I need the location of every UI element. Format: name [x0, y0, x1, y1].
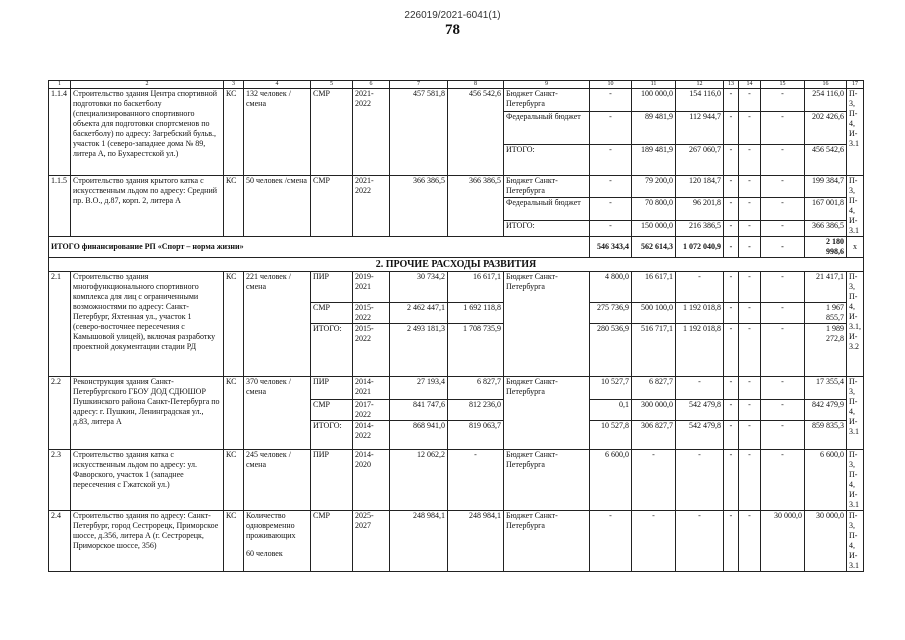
total-amount: 562 614,3 [632, 237, 676, 258]
period: 2025-2027 [353, 511, 390, 572]
amount-cell: - [739, 400, 761, 421]
amount-total: 456 542,6 [805, 145, 847, 176]
amount-cell: 6 827,7 [632, 377, 676, 400]
period: 2021-2022 [353, 89, 390, 176]
row-number: 2.2 [49, 377, 71, 450]
total-row [49, 237, 864, 258]
amount-cell: - [761, 112, 805, 145]
estimated-cost: 2 462 447,1 [390, 303, 448, 324]
amount-cell: 10 527,8 [590, 421, 632, 450]
remaining-cost: 366 386,5 [448, 176, 504, 237]
remaining-cost: 1 708 735,9 [448, 324, 504, 377]
amount-cell: - [739, 450, 761, 511]
funding-source: ИТОГО: [504, 220, 590, 236]
object-capacity: 370 человек /смена [244, 377, 311, 450]
object-type: КС [224, 89, 244, 176]
amount-cell: 154 116,0 [676, 89, 724, 112]
work-stage: СМР [311, 89, 353, 176]
amount-cell: - [739, 89, 761, 112]
column-number-row [49, 81, 864, 89]
remaining-cost: 248 984,1 [448, 511, 504, 572]
column-number: 5 [311, 81, 353, 89]
work-stage: ИТОГО: [311, 324, 353, 377]
capacity-label: Количество одновременно проживающих [246, 511, 296, 540]
total-label: ИТОГО финансирование РП «Спорт – норма жизни» [49, 237, 590, 258]
amount-cell: 79 200,0 [632, 176, 676, 198]
amount-cell: 0,1 [590, 400, 632, 421]
amount-total: 30 000,0 [805, 511, 847, 572]
amount-cell: - [724, 198, 739, 220]
work-stage: СМР [311, 176, 353, 237]
row-number: 1.1.5 [49, 176, 71, 237]
amount-cell: - [739, 198, 761, 220]
amount-cell: - [761, 220, 805, 236]
funding-source: Федеральный бюджет [504, 112, 590, 145]
funding-source: ИТОГО: [504, 145, 590, 176]
amount-total: 1 967 855,7 [805, 303, 847, 324]
period: 2015-2022 [353, 303, 390, 324]
estimated-cost: 841 747,6 [390, 400, 448, 421]
work-stage: ПИР [311, 377, 353, 400]
amount-cell: - [739, 377, 761, 400]
amount-cell: 542 479,8 [676, 421, 724, 450]
amount-cell: 216 386,5 [676, 220, 724, 236]
amount-cell: - [632, 450, 676, 511]
indicator-codes: П-3, П-4, И-3.1 [847, 377, 864, 450]
amount-cell: - [739, 272, 761, 303]
amount-cell: - [761, 303, 805, 324]
total-amount: - [724, 237, 739, 258]
table-row [49, 450, 864, 511]
amount-cell: - [761, 450, 805, 511]
amount-total: 1 989 272,8 [805, 324, 847, 377]
object-type: КС [224, 377, 244, 450]
object-type: КС [224, 176, 244, 237]
work-stage: ПИР [311, 450, 353, 511]
column-number: 8 [448, 81, 504, 89]
table-row [49, 89, 864, 112]
amount-cell: - [590, 511, 632, 572]
amount-cell: - [724, 450, 739, 511]
estimated-cost: 248 984,1 [390, 511, 448, 572]
period: 2021-2022 [353, 176, 390, 237]
row-number: 2.4 [49, 511, 71, 572]
amount-cell: 1 192 018,8 [676, 303, 724, 324]
remaining-cost: 1 692 118,8 [448, 303, 504, 324]
total-amount: 1 072 040,9 [676, 237, 724, 258]
amount-cell: - [724, 511, 739, 572]
amount-cell: - [761, 176, 805, 198]
amount-cell: - [739, 176, 761, 198]
amount-total: 202 426,6 [805, 112, 847, 145]
estimated-cost: 30 734,2 [390, 272, 448, 303]
amount-cell: - [761, 324, 805, 377]
amount-cell: 306 827,7 [632, 421, 676, 450]
amount-total: 6 600,0 [805, 450, 847, 511]
amount-cell: - [676, 511, 724, 572]
amount-cell: 100 000,0 [632, 89, 676, 112]
amount-cell: - [724, 176, 739, 198]
amount-cell: - [739, 511, 761, 572]
indicator-codes: П-3, П-4, И-3.1 [847, 89, 864, 176]
column-number: 3 [224, 81, 244, 89]
amount-total: 254 116,0 [805, 89, 847, 112]
amount-cell: 112 944,7 [676, 112, 724, 145]
amount-cell: 150 000,0 [632, 220, 676, 236]
object-type: КС [224, 272, 244, 377]
table-row [49, 176, 864, 198]
amount-cell: - [724, 272, 739, 303]
total-indicator: х [847, 237, 864, 258]
amount-cell: 1 192 018,8 [676, 324, 724, 377]
object-capacity: 50 человек /смена [244, 176, 311, 237]
amount-cell: 516 717,1 [632, 324, 676, 377]
indicator-codes: П-3, П-4, И-3.1 [847, 511, 864, 572]
amount-cell: 30 000,0 [761, 511, 805, 572]
remaining-cost: 6 827,7 [448, 377, 504, 400]
column-number: 16 [805, 81, 847, 89]
funding-source: Бюджет Санкт-Петербурга [504, 511, 590, 572]
amount-cell: - [739, 145, 761, 176]
amount-total: 17 355,4 [805, 377, 847, 400]
amount-total: 167 001,8 [805, 198, 847, 220]
amount-cell: - [724, 112, 739, 145]
work-stage: СМР [311, 303, 353, 324]
column-number: 1 [49, 81, 71, 89]
object-type: КС [224, 511, 244, 572]
amount-cell: - [590, 112, 632, 145]
amount-cell: - [590, 220, 632, 236]
estimated-cost: 2 493 181,3 [390, 324, 448, 377]
total-amount: - [761, 237, 805, 258]
amount-cell: - [676, 272, 724, 303]
total-amount: 2 180 998,6 [805, 237, 847, 258]
page-number: 78 [445, 22, 460, 38]
amount-cell: - [761, 377, 805, 400]
amount-cell: - [739, 303, 761, 324]
work-stage: СМР [311, 400, 353, 421]
object-capacity: 245 человек /смена [244, 450, 311, 511]
amount-cell: 6 600,0 [590, 450, 632, 511]
amount-cell: 280 536,9 [590, 324, 632, 377]
period: 2014-2022 [353, 421, 390, 450]
column-number: 2 [71, 81, 224, 89]
column-number: 12 [676, 81, 724, 89]
period: 2019-2021 [353, 272, 390, 303]
amount-cell: 500 100,0 [632, 303, 676, 324]
amount-total: 859 835,3 [805, 421, 847, 450]
period: 2014-2020 [353, 450, 390, 511]
amount-cell: - [739, 220, 761, 236]
row-number: 1.1.4 [49, 89, 71, 176]
amount-cell: - [739, 421, 761, 450]
object-name: Строительство здания многофункционального спортивного комплекса для лиц с ограниченными возможностями по адресу: Санкт-Петербург, Яхтенная ул., участок 1 (северо-восточнее пересечения с Камышовой улицей), включая разработку проектной документации стадии РД [71, 272, 224, 377]
funding-source: Бюджет Санкт-Петербурга [504, 89, 590, 112]
amount-cell: - [761, 145, 805, 176]
work-stage: ИТОГО: [311, 421, 353, 450]
capacity-value: 60 человек [246, 549, 283, 558]
amount-cell: 189 481,9 [632, 145, 676, 176]
financing-table [48, 80, 864, 572]
row-number: 2.1 [49, 272, 71, 377]
work-stage: ПИР [311, 272, 353, 303]
amount-total: 21 417,1 [805, 272, 847, 303]
amount-cell: 10 527,7 [590, 377, 632, 400]
table-row [49, 377, 864, 400]
funding-source: Бюджет Санкт-Петербурга [504, 450, 590, 511]
estimated-cost: 868 941,0 [390, 421, 448, 450]
amount-total: 199 384,7 [805, 176, 847, 198]
indicator-codes: П-3, П-4, И-3.1, И-3.2 [847, 272, 864, 377]
estimated-cost: 27 193,4 [390, 377, 448, 400]
funding-source: Федеральный бюджет [504, 198, 590, 220]
indicator-codes: П-3, П-4, И-3.1 [847, 176, 864, 237]
amount-cell: 70 800,0 [632, 198, 676, 220]
section-title: 2. ПРОЧИЕ РАСХОДЫ РАЗВИТИЯ [49, 258, 864, 272]
amount-cell: - [676, 450, 724, 511]
object-type: КС [224, 450, 244, 511]
total-amount: 546 343,4 [590, 237, 632, 258]
amount-cell: - [761, 89, 805, 112]
object-name: Реконструкция здания Санкт-Петербургского ГБОУ ДОД СДЮШОР Пушкинского района Санкт-Петербурга по адресу: г. Пушкин, Ленинградская ул., д.83, литера А [71, 377, 224, 450]
amount-cell: - [724, 303, 739, 324]
column-number: 15 [761, 81, 805, 89]
estimated-cost: 12 062,2 [390, 450, 448, 511]
amount-cell: - [590, 176, 632, 198]
column-number: 7 [390, 81, 448, 89]
amount-cell: 16 617,1 [632, 272, 676, 303]
section-row [49, 258, 864, 272]
period: 2014-2021 [353, 377, 390, 400]
amount-cell: - [739, 324, 761, 377]
amount-cell: 275 736,9 [590, 303, 632, 324]
document-id: 226019/2021-6041(1) [404, 10, 501, 21]
object-capacity [244, 511, 311, 572]
amount-total: 842 479,9 [805, 400, 847, 421]
row-number: 2.3 [49, 450, 71, 511]
remaining-cost: - [448, 450, 504, 511]
amount-cell: - [724, 377, 739, 400]
amount-cell: - [724, 145, 739, 176]
work-stage: СМР [311, 511, 353, 572]
column-number: 10 [590, 81, 632, 89]
amount-cell: - [724, 324, 739, 377]
table-row [49, 511, 864, 572]
amount-cell: 120 184,7 [676, 176, 724, 198]
column-number: 13 [724, 81, 739, 89]
funding-source: Бюджет Санкт-Петербурга [504, 272, 590, 377]
column-number: 14 [739, 81, 761, 89]
amount-cell: 300 000,0 [632, 400, 676, 421]
remaining-cost: 456 542,6 [448, 89, 504, 176]
amount-cell: - [724, 220, 739, 236]
amount-cell: - [724, 421, 739, 450]
funding-source: Бюджет Санкт-Петербурга [504, 377, 590, 450]
amount-cell: - [724, 89, 739, 112]
amount-cell: - [761, 421, 805, 450]
estimated-cost: 457 581,8 [390, 89, 448, 176]
object-name: Строительство здания Центра спортивной подготовки по баскетболу (специализированного спортивного объекта для подготовки спортсменов по баскетболу) по адресу: Загребский бульв., участок 1 (северо-западнее дома № 89, литера А, по Бухарестской ул.) [71, 89, 224, 176]
column-number: 17 [847, 81, 864, 89]
amount-cell: 542 479,8 [676, 400, 724, 421]
amount-cell: 267 060,7 [676, 145, 724, 176]
object-name: Строительство здания катка с искусственным льдом по адресу: ул. Фаворского, участок 1 (западнее пересечения с Гжатской ул.) [71, 450, 224, 511]
amount-cell: - [724, 400, 739, 421]
indicator-codes: П-3, П-4, И-3.1 [847, 450, 864, 511]
period: 2015-2022 [353, 324, 390, 377]
remaining-cost: 812 236,0 [448, 400, 504, 421]
funding-source: Бюджет Санкт-Петербурга [504, 176, 590, 198]
amount-cell: - [590, 198, 632, 220]
total-amount: - [739, 237, 761, 258]
amount-cell: - [590, 145, 632, 176]
period: 2017-2022 [353, 400, 390, 421]
amount-cell: 96 201,8 [676, 198, 724, 220]
table-row [49, 272, 864, 303]
object-name: Строительство здания крытого катка с искусственным льдом по адресу: Средний пр. В.О., д.87, корп. 2, литера А [71, 176, 224, 237]
object-name: Строительство здания по адресу: Санкт-Петербург, город Сестрорецк, Приморское шоссе, д.356, литера А (г. Сестрорецк, Приморское шоссе, 356) [71, 511, 224, 572]
estimated-cost: 366 386,5 [390, 176, 448, 237]
object-capacity: 132 человек /смена [244, 89, 311, 176]
amount-total: 366 386,5 [805, 220, 847, 236]
column-number: 9 [504, 81, 590, 89]
amount-cell: - [632, 511, 676, 572]
column-number: 11 [632, 81, 676, 89]
amount-cell: - [739, 112, 761, 145]
object-capacity: 221 человек /смена [244, 272, 311, 377]
amount-cell: - [590, 89, 632, 112]
amount-cell: 89 481,9 [632, 112, 676, 145]
amount-cell: - [676, 377, 724, 400]
remaining-cost: 16 617,1 [448, 272, 504, 303]
amount-cell: - [761, 198, 805, 220]
column-number: 4 [244, 81, 311, 89]
amount-cell: - [761, 272, 805, 303]
column-number: 6 [353, 81, 390, 89]
amount-cell: 4 800,0 [590, 272, 632, 303]
remaining-cost: 819 063,7 [448, 421, 504, 450]
amount-cell: - [761, 400, 805, 421]
